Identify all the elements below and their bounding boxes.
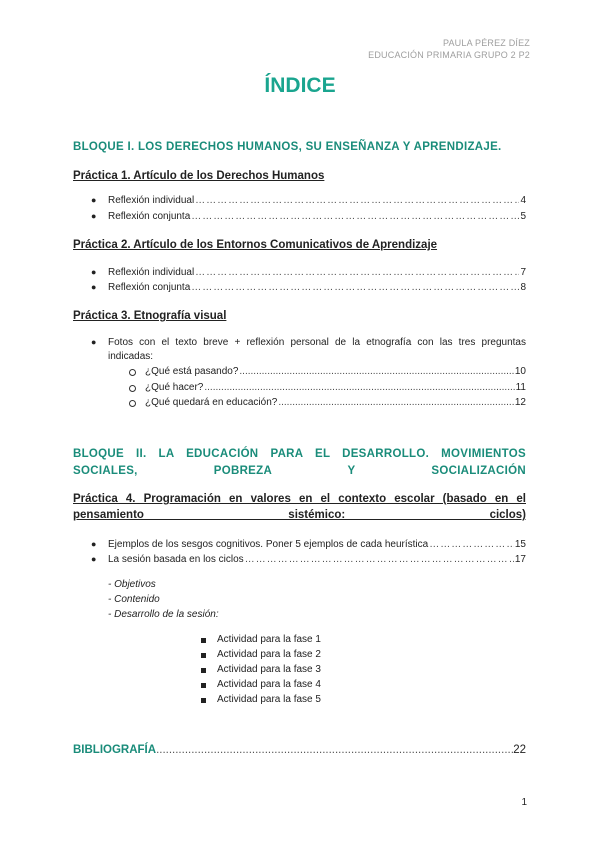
bullet-icon: ● xyxy=(91,337,97,347)
toc-entry[interactable] xyxy=(108,266,526,280)
leader-dots xyxy=(204,381,514,395)
toc-entry-page: 11 xyxy=(515,382,526,393)
bullet-icon: ● xyxy=(91,554,97,564)
leader-dots xyxy=(239,365,513,379)
activity-item: Actividad para la fase 1 xyxy=(217,634,321,645)
section-contenido: - Contenido xyxy=(108,594,160,605)
bullet-icon: ● xyxy=(91,211,97,221)
square-bullet-icon xyxy=(201,668,206,673)
practica-1-title: Práctica 1. Artículo de los Derechos Humanos xyxy=(73,170,325,182)
bibliography-label: BIBLIOGRAFÍA xyxy=(73,744,157,756)
leader-dots xyxy=(278,396,514,410)
practica-3-intro: Fotos con el texto breve + reflexión personal de la etnografía con las tres preguntas indicadas: xyxy=(108,337,526,362)
leader-dots xyxy=(156,744,513,756)
square-bullet-icon xyxy=(201,698,206,703)
toc-entry-page: 17 xyxy=(514,554,526,565)
toc-entry-page: 12 xyxy=(514,397,526,408)
activity-item: Actividad para la fase 4 xyxy=(217,679,321,690)
practica-3-title: Práctica 3. Etnografía visual xyxy=(73,310,227,322)
leader-dots xyxy=(191,210,519,224)
toc-entry-label: Reflexión conjunta xyxy=(108,211,191,222)
practica-4-title: Práctica 4. Programación en valores en el contexto escolar (basado en el pensamiento sistémico: ciclos) xyxy=(73,493,526,521)
header-author: PAULA PÉREZ DÍEZ xyxy=(442,38,530,48)
bullet-icon: ● xyxy=(91,539,97,549)
toc-entry-label: ¿Qué está pasando? xyxy=(145,366,239,377)
leader-dots xyxy=(195,266,519,280)
toc-entry-page: 4 xyxy=(520,195,526,206)
activity-item: Actividad para la fase 2 xyxy=(217,649,321,660)
circle-bullet-icon xyxy=(129,369,136,376)
bullet-icon: ● xyxy=(91,267,97,277)
toc-entry[interactable] xyxy=(108,281,526,295)
leader-dots xyxy=(245,553,514,567)
toc-entry[interactable] xyxy=(145,396,526,410)
bloque-2-heading: BLOQUE II. LA EDUCACIÓN PARA EL DESARROLLO. MOVIMIENTOS SOCIALES, POBREZA Y SOCIALIZACIÓN xyxy=(73,448,526,477)
leader-dots xyxy=(191,281,519,295)
toc-entry-label: Reflexión conjunta xyxy=(108,282,191,293)
toc-entry-label: ¿Qué hacer? xyxy=(145,382,204,393)
header-course: EDUCACIÓN PRIMARIA GRUPO 2 P2 xyxy=(368,50,530,60)
toc-entry[interactable] xyxy=(145,365,526,379)
toc-entry-label: La sesión basada en los ciclos xyxy=(108,554,244,565)
square-bullet-icon xyxy=(201,638,206,643)
toc-entry-bibliografia[interactable] xyxy=(73,744,526,756)
leader-dots xyxy=(429,538,514,552)
toc-entry-label: Reflexión individual xyxy=(108,195,195,206)
toc-entry[interactable] xyxy=(108,194,526,208)
toc-entry-page: 7 xyxy=(520,267,526,278)
page-title: ÍNDICE xyxy=(264,74,336,97)
toc-entry-label: Reflexión individual xyxy=(108,267,195,278)
section-desarrollo: - Desarrollo de la sesión: xyxy=(108,609,219,620)
page-number: 1 xyxy=(521,797,527,808)
circle-bullet-icon xyxy=(129,400,136,407)
toc-entry-label: Ejemplos de los sesgos cognitivos. Poner 5 ejemplos de cada heurística xyxy=(108,539,429,550)
activity-item: Actividad para la fase 3 xyxy=(217,664,321,675)
bloque-1-heading: BLOQUE I. LOS DERECHOS HUMANOS, SU ENSEÑANZA Y APRENDIZAJE. xyxy=(73,141,502,153)
toc-entry-label: ¿Qué quedará en educación? xyxy=(145,397,278,408)
activity-item: Actividad para la fase 5 xyxy=(217,694,321,705)
toc-entry[interactable] xyxy=(108,210,526,224)
section-objetivos: - Objetivos xyxy=(108,579,156,590)
square-bullet-icon xyxy=(201,683,206,688)
toc-entry-page: 15 xyxy=(514,539,526,550)
square-bullet-icon xyxy=(201,653,206,658)
toc-entry-page: 8 xyxy=(520,282,526,293)
toc-entry[interactable] xyxy=(145,381,526,395)
toc-entry-page: 10 xyxy=(514,366,526,377)
circle-bullet-icon xyxy=(129,385,136,392)
leader-dots xyxy=(195,194,519,208)
toc-entry-page: 5 xyxy=(520,211,526,222)
toc-entry[interactable] xyxy=(108,553,526,567)
toc-entry[interactable] xyxy=(108,538,526,552)
bullet-icon: ● xyxy=(91,195,97,205)
practica-2-title: Práctica 2. Artículo de los Entornos Comunicativos de Aprendizaje xyxy=(73,239,438,251)
bibliography-page: 22 xyxy=(513,744,526,756)
bullet-icon: ● xyxy=(91,282,97,292)
